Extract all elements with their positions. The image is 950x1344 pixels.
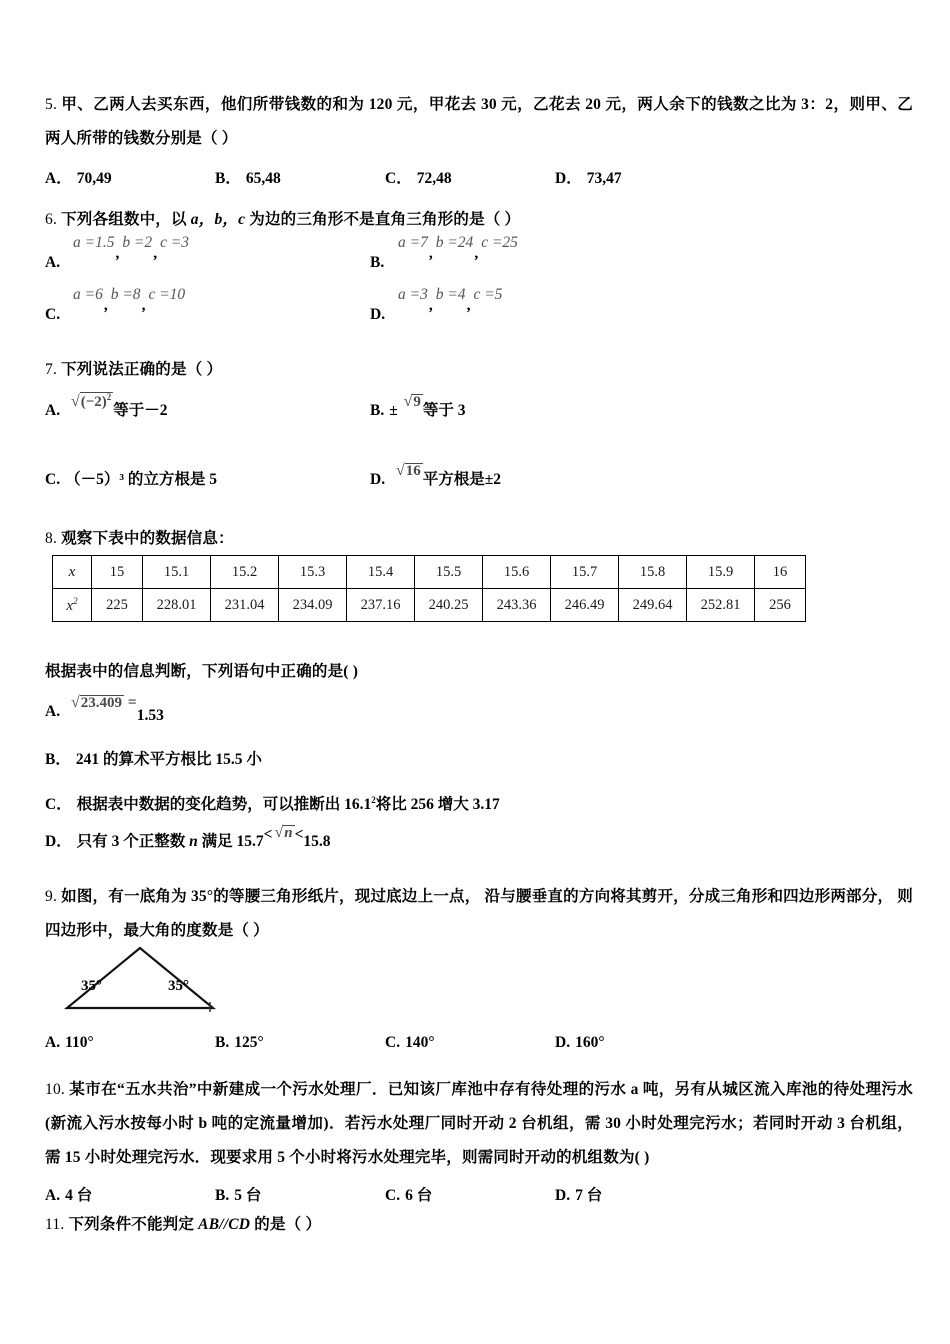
table-cell: 225 bbox=[92, 589, 143, 622]
question-10-number: 10. bbox=[45, 1081, 65, 1098]
question-9-option-b[interactable]: B. 125° bbox=[215, 1034, 264, 1051]
question-9-options bbox=[45, 1028, 913, 1062]
question-6-stem: 6. 下列各组数中，以 a，b，c 为边的三角形不是直角三角形的是（ ） bbox=[45, 211, 521, 228]
question-8-stem: 8. 观察下表中的数据信息： bbox=[45, 530, 234, 547]
table-cell: 246.49 bbox=[551, 589, 619, 622]
question-5-option-a[interactable]: A． 70,49 bbox=[45, 170, 112, 187]
table-cell: 249.64 bbox=[619, 589, 687, 622]
table-cell: 15.3 bbox=[279, 556, 347, 589]
sqrt-icon: √16 bbox=[395, 462, 421, 479]
question-10 bbox=[45, 1073, 913, 1215]
question-6-variables: a，b，c bbox=[190, 211, 246, 228]
question-7-option-a[interactable]: A. $√(-2)^2$等于－2 bbox=[45, 396, 168, 426]
question-5-option-b[interactable]: B． 65,48 bbox=[215, 170, 281, 187]
angle-label-right: 35° bbox=[168, 978, 189, 994]
question-8-sub-stem-wrap bbox=[45, 655, 913, 689]
question-11 bbox=[45, 1208, 913, 1242]
question-5-number: 5. bbox=[45, 96, 58, 113]
question-9-option-c[interactable]: C. 140° bbox=[385, 1034, 435, 1051]
less-than-icon: < bbox=[263, 826, 273, 843]
squares-data-table bbox=[52, 555, 806, 622]
question-6-option-b[interactable]: B. a =7,b =24,c =25 bbox=[370, 234, 518, 271]
table-cell: 15.9 bbox=[687, 556, 755, 589]
question-6 bbox=[45, 203, 913, 237]
table-cell: 243.36 bbox=[483, 589, 551, 622]
question-6-number: 6. bbox=[45, 211, 58, 228]
question-11-number: 11. bbox=[45, 1216, 65, 1233]
question-8-option-a[interactable]: A. √23.409 =1.53 bbox=[45, 697, 164, 727]
question-7-option-b[interactable]: B. ± √9 等于 3 bbox=[370, 396, 466, 426]
question-9 bbox=[45, 880, 913, 948]
question-5-options bbox=[45, 164, 913, 198]
question-9-number: 9. bbox=[45, 888, 58, 905]
sqrt-icon: √9 bbox=[403, 393, 421, 410]
question-8-number: 8. bbox=[45, 530, 58, 547]
question-10-stem: 10. 某市在“五水共治”中新建成一个污水处理厂．已知该厂库池中存有待处理的污水 a 吨，另有从城区流入库池的待处理污水(新流入污水按每小时 b 吨的定流量增加)．若污水处理厂同时开动 2 台机组，需 30 小时处理完污水；若同时开动 3 台机组，需 15 小时处理完污水．现要求用 5 个小时将污水处理完毕，则需同时开动的机组数为( ) bbox=[45, 1081, 913, 1166]
question-5 bbox=[45, 88, 913, 198]
less-than-icon: < bbox=[294, 826, 304, 843]
table-cell: 252.81 bbox=[687, 589, 755, 622]
question-6-option-d[interactable]: D. a =3,b =4,c =5 bbox=[370, 286, 503, 323]
question-9-option-a[interactable]: A. 110° bbox=[45, 1034, 94, 1051]
question-8-option-b[interactable]: B． 241 的算术平方根比 15.5 小 bbox=[45, 751, 262, 768]
sqrt-icon: √n bbox=[274, 824, 293, 841]
table-row-x-squared bbox=[53, 589, 806, 622]
question-5-option-c[interactable]: C． 72,48 bbox=[385, 170, 452, 187]
question-9-option-d[interactable]: D. 160° bbox=[555, 1034, 605, 1051]
question-10-option-a[interactable]: A. 4 台 bbox=[45, 1187, 93, 1204]
table-cell: 231.04 bbox=[211, 589, 279, 622]
table-cell: 15 bbox=[92, 556, 143, 589]
table-cell: 15.2 bbox=[211, 556, 279, 589]
question-9-stem: 9. 如图，有一底角为 35°的等腰三角形纸片，现过底边上一点， 沿与腰垂直的方向将其剪开，分成三角形和四边形两部分， 则四边形中，最大角的度数是（ ） bbox=[45, 888, 913, 939]
table-cell: 234.09 bbox=[279, 589, 347, 622]
question-11-line-labels: AB//CD bbox=[198, 1216, 251, 1233]
table-row-x bbox=[53, 556, 806, 589]
question-10-option-b[interactable]: B. 5 台 bbox=[215, 1187, 262, 1204]
question-10-option-c[interactable]: C. 6 台 bbox=[385, 1187, 433, 1204]
question-10-option-d[interactable]: D. 7 台 bbox=[555, 1187, 603, 1204]
question-7-option-c[interactable]: C. （－5）³ 的立方根是 5 bbox=[45, 471, 217, 488]
table-cell: 256 bbox=[755, 589, 806, 622]
question-5-stem bbox=[45, 88, 913, 156]
table-cell: 15.8 bbox=[619, 556, 687, 589]
isosceles-triangle-figure bbox=[55, 940, 255, 1020]
table-cell: 15.4 bbox=[347, 556, 415, 589]
question-5-text: 甲、乙两人去买东西，他们所带钱数的和为 120 元，甲花去 30 元，乙花去 20 元，两人余下的钱数之比为 3：2，则甲、乙两人所带的钱数分别是（ ） bbox=[45, 96, 913, 147]
table-cell: 237.16 bbox=[347, 589, 415, 622]
table-cell: 15.5 bbox=[415, 556, 483, 589]
question-8-option-c[interactable]: C． 根据表中数据的变化趋势，可以推断出 16.1$^2$将比 256 增大 3.17 bbox=[45, 795, 500, 814]
table-cell: 15.6 bbox=[483, 556, 551, 589]
table-cell: 228.01 bbox=[143, 589, 211, 622]
question-6-option-a[interactable]: A. a =1.5,b =2,c =3 bbox=[45, 234, 190, 271]
question-8-sub-stem: 根据表中的信息判断，下列语句中正确的是( ) bbox=[45, 663, 359, 680]
table-cell: 240.25 bbox=[415, 589, 483, 622]
question-8 bbox=[45, 522, 913, 556]
question-7-number: 7. bbox=[45, 361, 58, 378]
table-cell: 15.1 bbox=[143, 556, 211, 589]
angle-label-left: 35° bbox=[81, 978, 102, 994]
sqrt-icon: √23.409 bbox=[70, 694, 122, 711]
question-8-option-d[interactable]: D． 只有 3 个正整数 n 满足 15.7< √n <15.8 bbox=[45, 827, 331, 857]
question-7 bbox=[45, 353, 913, 387]
table-cell: 15.7 bbox=[551, 556, 619, 589]
question-6-option-c[interactable]: C. a =6,b =8,c =10 bbox=[45, 286, 186, 323]
question-11-stem: 11. 下列条件不能判定 AB//CD 的是（ ） bbox=[45, 1216, 322, 1233]
question-7-stem: 7. 下列说法正确的是（ ） bbox=[45, 361, 223, 378]
question-7-option-d[interactable]: D. √16 平方根是±2 bbox=[370, 465, 501, 495]
table-header-x-squared: $x^2$ bbox=[53, 589, 92, 622]
sqrt-icon: $√(-2)^2$ bbox=[70, 392, 112, 410]
table-header-x: x bbox=[53, 556, 92, 589]
table-cell: 16 bbox=[755, 556, 806, 589]
question-5-option-d[interactable]: D． 73,47 bbox=[555, 170, 622, 187]
